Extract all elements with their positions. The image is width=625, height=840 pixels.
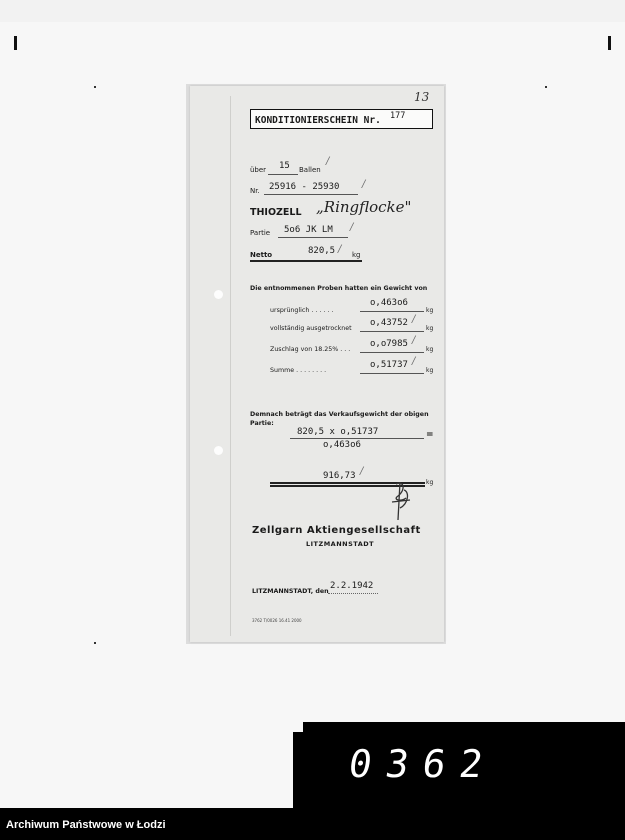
date-value: 2.2.1942	[330, 581, 374, 591]
row-value-original: o,463o6	[370, 298, 408, 308]
ueber-value: 15	[279, 161, 290, 171]
row-value-sum: o,51737	[370, 360, 408, 370]
formula-fraction-bar	[290, 438, 424, 439]
partie-underline	[278, 237, 348, 238]
material-label: THIOZELL	[250, 207, 302, 218]
row-value-dried: o,43752	[370, 318, 408, 328]
row-label-sum: Summe . . . . . . . .	[270, 367, 327, 374]
company-name: Zellgarn Aktiengesellschaft	[252, 525, 421, 536]
row-unit: kg	[426, 325, 434, 332]
ueber-label: über	[250, 166, 267, 174]
row-value-surcharge: o,o7985	[370, 339, 408, 349]
check-mark: /	[362, 179, 366, 190]
film-corner-mark-right	[608, 36, 611, 50]
netto-underline	[250, 260, 362, 262]
film-dot	[94, 642, 96, 644]
formula-denominator: o,463o6	[323, 440, 361, 450]
form-title: KONDITIONIERSCHEIN Nr.	[255, 115, 381, 126]
nr-value: 25916 - 25930	[269, 182, 340, 192]
row-unit: kg	[426, 367, 434, 374]
row-underline	[360, 331, 424, 332]
partie-value: 5o6 JK LM	[284, 225, 333, 235]
conditioning-certificate	[190, 86, 444, 642]
row-unit: kg	[426, 307, 434, 314]
row-label-original: ursprünglich . . . . . .	[270, 307, 334, 314]
formula-numerator: 820,5 x o,51737	[297, 427, 379, 437]
film-dot	[545, 86, 547, 88]
netto-label: Netto	[250, 251, 273, 259]
nr-label: Nr.	[250, 187, 260, 195]
check-mark: /	[412, 335, 416, 346]
material-handwritten: „Ringflocke"	[316, 198, 412, 216]
film-corner-mark-left	[14, 36, 17, 50]
netto-unit: kg	[352, 251, 361, 259]
ballen-label: Ballen	[299, 166, 321, 174]
frame-number: 0362	[345, 742, 500, 786]
row-unit: kg	[426, 346, 434, 353]
row-label-surcharge: Zuschlag von 18.25% . . .	[270, 346, 351, 353]
check-mark: /	[412, 356, 416, 367]
netto-value: 820,5	[308, 246, 336, 256]
archive-label: Archiwum Państwowe w Łodzi	[6, 819, 166, 831]
samples-intro: Die entnommenen Proben hatten ein Gewicht von	[250, 285, 428, 292]
date-label: LITZMANNSTADT, den	[252, 588, 329, 595]
check-mark: /	[338, 244, 342, 255]
ueber-underline	[268, 174, 298, 175]
check-mark: /	[326, 156, 330, 167]
title-box	[250, 109, 433, 129]
demnach-text-partie: Partie:	[250, 420, 274, 427]
form-number: 177	[390, 111, 406, 121]
film-dot	[94, 86, 96, 88]
row-underline	[360, 311, 424, 312]
result-unit: kg	[426, 479, 434, 486]
page-number: 13	[414, 90, 430, 104]
film-frame-top	[0, 0, 625, 22]
check-mark: /	[350, 222, 354, 233]
result-value: 916,73	[323, 471, 356, 481]
company-city: LITZMANNSTADT	[306, 540, 375, 548]
row-underline	[360, 352, 424, 353]
row-label-dried: vollständig ausgetrocknet	[270, 325, 352, 332]
film-frame-number-block	[303, 722, 625, 808]
signature	[386, 478, 416, 522]
fold-line	[230, 96, 231, 636]
nr-underline	[264, 194, 358, 195]
row-underline	[360, 373, 424, 374]
partie-label: Partie	[250, 229, 271, 237]
punch-hole	[214, 446, 223, 455]
check-mark: /	[360, 466, 364, 477]
check-mark: /	[412, 314, 416, 325]
punch-hole	[214, 290, 223, 299]
demnach-text: Demnach beträgt das Verkaufsgewicht der obigen	[250, 411, 429, 418]
print-code: 3762 T/0026 16.41 2000	[252, 618, 302, 623]
formula-equals: =	[426, 430, 434, 440]
date-underline	[328, 593, 378, 594]
